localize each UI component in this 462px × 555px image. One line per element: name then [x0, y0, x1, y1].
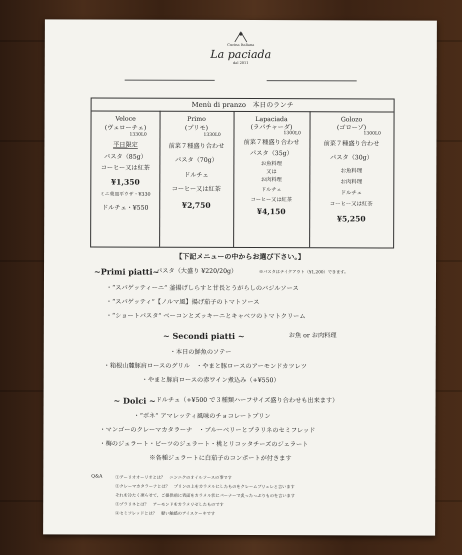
course-golozo-price: ¥5,250 [336, 214, 366, 224]
primi-title: ~Primi piatti~ [94, 266, 160, 277]
course-lapaciada-price: ¥4,150 [256, 207, 286, 217]
primi-takeout-note: ※パスタはテイクアウト（¥1,200）できます。 [259, 269, 349, 275]
qa-line: ①アーリオオーリオとは？ ニンニクのオイルソースの事です [115, 474, 232, 480]
course-lapaciada-line: 前菜７種盛り合わせ [243, 139, 300, 147]
primi-item: ・“スパゲッティーニ” 釜揚げしらすと甘長とうがらしのバジルソース [105, 284, 299, 293]
course-golozo-line: コーヒー又は紅茶 [329, 201, 373, 208]
primi-item: ・“ショートパスタ” ベーコンとズッキーニとキャベツのトマトクリーム [105, 312, 306, 321]
dolci-item: ・マンゴーのクレーマカタラーナ ・ブルーベリーとプラリネのセミフレッド [99, 426, 316, 435]
qa-label: Q&A [91, 474, 103, 480]
course-lapaciada-price-code: 1300L0 [283, 131, 301, 137]
course-primo-line: 前菜７種盛り合わせ [168, 142, 225, 150]
course-primo-jp: (プリモ) [184, 124, 209, 132]
course-lapaciada-line: パスタ（35g） [250, 150, 293, 158]
course-veloce-price-code: 1330L0 [129, 132, 147, 138]
secondi-title-note: お魚 or お肉料理 [288, 332, 337, 340]
course-primo-line: コーヒー又は紅茶 [171, 185, 221, 193]
dolci-title: ~ Dolci ~ [113, 395, 156, 406]
secondi-item: ・本日の鮮魚のソテー [169, 348, 232, 356]
course-primo-price-code: 1330L0 [203, 132, 221, 138]
choose-note: 【下記メニューの中からお選び下さい。】 [175, 251, 305, 262]
dolci-note: ※各種ジェラートに白茄子のコンポートが付きます [149, 454, 292, 463]
course-veloce-jp: (ヴェローチェ) [104, 124, 147, 132]
course-golozo-jp: (ゴローゾ) [336, 124, 367, 132]
course-veloce-name: Veloce [115, 115, 136, 123]
logo-est: dal 2011 [233, 60, 249, 66]
course-veloce-line: コーヒー又は紅茶 [100, 164, 151, 172]
course-veloce-line: パスタ（85g） [104, 153, 147, 161]
logo-icon [205, 30, 277, 44]
course-veloce-price: ¥1,350 [110, 177, 140, 187]
course-veloce-line: ドルチェ・¥550 [101, 204, 149, 212]
course-lapaciada-jp: (ラパチャーダ) [250, 124, 293, 132]
course-veloce-line: 平日限定 [113, 141, 138, 149]
course-golozo-line: 前菜７種盛り合わせ [323, 140, 380, 148]
course-lapaciada-name: Lapaciada [255, 116, 288, 124]
logo-top: Cucina Italiana [227, 42, 255, 48]
course-veloce-line: ミニ菓皿平ウザ・¥330 [99, 192, 151, 198]
dolci-item: ・梅のジェラート・ビーツのジェラート・桃とリコッタチーズのジェラート [99, 440, 309, 449]
secondi-item: ・やまと豚肩ロースの赤ワイン煮込み（+¥550） [141, 376, 280, 385]
qa-line: それを冷たく凍らせて、ご提供前に表面をカラメル状にバーナーで炙ったっぷりものを言います [115, 492, 295, 499]
ornament-left [125, 80, 215, 81]
course-lapaciada-line: お肉料理 [260, 177, 282, 184]
qa-line: ④セミフレッドとは？ 軽い触感のアイスケーキです [115, 510, 216, 516]
course-lapaciada-line: ドルチェ [260, 187, 282, 194]
menu-paper [43, 19, 437, 535]
qa-line: ③プラリネとは？ アーモンドをカラメリゼしたものです [115, 501, 224, 507]
primi-item: ・“スパゲッティ”【ノルマ風】揚げ茄子のトマトソース [105, 298, 260, 307]
course-primo-line: ドルチェ [184, 171, 209, 179]
course-golozo-line: お肉料理 [340, 179, 363, 186]
logo-name: La paciada [210, 47, 272, 62]
box-header: Menù di pranzo 本日のランチ [191, 100, 294, 110]
course-primo-line: パスタ（70g） [175, 156, 218, 164]
course-primo-price: ¥2,750 [181, 200, 211, 210]
course-golozo-price-code: 1300L0 [363, 131, 381, 137]
course-lapaciada-line: 又は [266, 169, 277, 176]
course-golozo-name: Golozo [340, 116, 363, 124]
course-primo-name: Primo [187, 115, 206, 123]
course-golozo-line: ドルチェ [340, 190, 363, 197]
course-golozo-line: お魚料理 [340, 168, 363, 175]
course-lapaciada-line: お魚料理 [260, 161, 282, 168]
secondi-title: ~ Secondi piatti ~ [163, 330, 245, 342]
box-header-divider [92, 110, 394, 112]
secondi-item: ・箱根山麓豚肩ロースのグリル ・やまと豚ロースのアーモンドカツレツ [103, 362, 307, 371]
primi-title-note: パスタ（大盛り ¥220/20g） [156, 267, 238, 275]
qa-line: ②クレーマカタラーナとは？ プリンの上をカラメルにしたものをクレームブリュレと言います [115, 483, 295, 490]
ornament-right [267, 80, 357, 81]
dolci-item: ・“ボネ” アマレッティ風味のチョコレートプリン [133, 412, 271, 421]
dolci-title-note: ドルチェ（+¥500 で３種類ハーフサイズ盛り合わせも出来ます） [155, 396, 339, 405]
course-lapaciada-line: コーヒー又は紅茶 [250, 197, 292, 204]
lunch-course-box [90, 97, 395, 248]
course-golozo-line: パスタ（30g） [330, 154, 373, 162]
